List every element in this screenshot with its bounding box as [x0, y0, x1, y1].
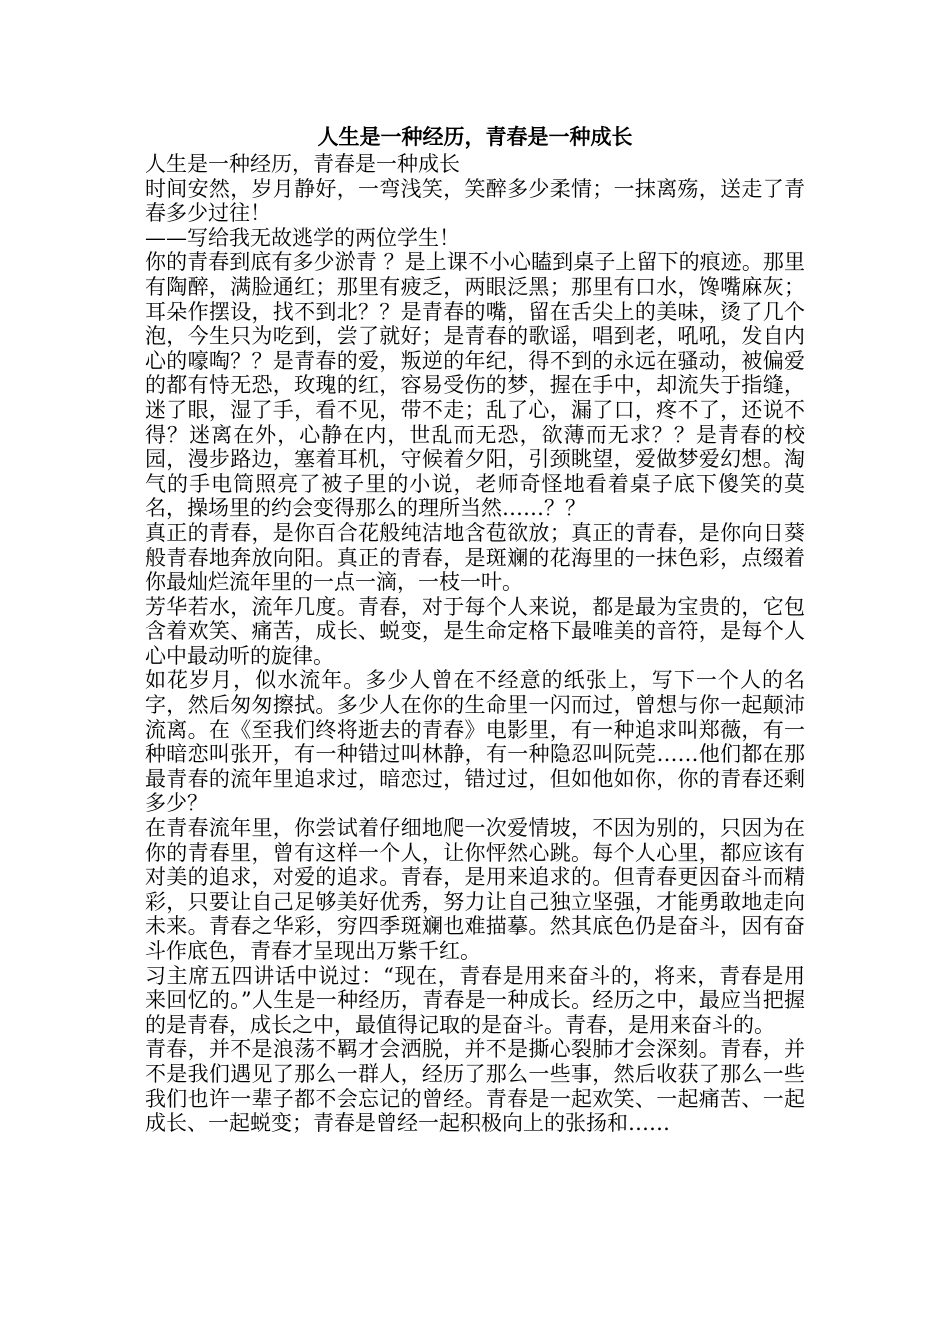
document-body	[145, 152, 805, 1136]
paragraph-subtitle: 人生是一种经历，青春是一种成长	[145, 152, 460, 176]
paragraph-ruhua: 如花岁月，似水流年。多少人曾在不经意的纸张上，写下一个人的名字，然后匆匆擦拭。多少人在你的生命里一闪而过，曾想与你一起颠沛流离。在《至我们终将逝去的青春》电影里，有一种追求叫郑薇，有一种暗恋叫张开，有一种错过叫林静，有一种隐忍叫阮莞……他们都在那最青春的流年里追求过，暗恋过，错过过，但如他如你，你的青春还剩多少？	[145, 668, 805, 816]
document-title: 人生是一种经历，青春是一种成长	[317, 124, 633, 149]
paragraph-love-slope: 在青春流年里，你尝试着仔细地爬一次爱情坡，不因为别的，只因为在你的青春里，曾有这样一个人，让你怦然心跳。每个人心里，都应该有对美的追求，对爱的追求。青春，是用来追求的。但青春更因奋斗而精彩，只要让自己足够美好优秀，努力让自己独立坚强，才能勇敢地走向未来。青春之华彩，穷四季斑斓也难描摹。然其底色仍是奋斗，因有奋斗作底色，青春才呈现出万紫千红。	[145, 816, 805, 963]
paragraph-fanghua: 芳华若水，流年几度。青春，对于每个人来说，都是最为宝贵的，它包含着欢笑、痛苦，成长、蜕变，是生命定格下最唯美的音符，是每个人心中最动听的旋律。	[145, 594, 805, 668]
paragraph-true-youth: 真正的青春，是你百合花般纯洁地含苞欲放；真正的青春，是你向日葵般青春地奔放向阳。真正的青春，是斑斓的花海里的一抹色彩，点缀着你最灿烂流年里的一点一滴，一枝一叶。	[145, 520, 805, 595]
paragraph-bruises: 你的青春到底有多少淤青 ？是上课不小心瞌到桌子上留下的痕迹。那里有陶醉，满脸通红；那里有疲乏，两眼泛黑；那里有口水，馋嘴麻灰；耳朵作摆设，找不到北？？是青春的嘴，留在舌尖上的美味，烫了几个泡，今生只为吃到，尝了就好；是青春的歌谣，唱到老，吼吼，发自内心的嚎啕？？是青春的爱，叛逆的年纪，得不到的永远在骚动，被偏爱的都有恃无恐，玫瑰的红，容易受伤的梦，握在手中，却流失于指缝，迷了眼，湿了手，看不见，带不走；乱了心，漏了口，疼不了，还说不得？迷离在外，心静在内，世乱而无恐，欲薄而无求？？是青春的校园，漫步路边，塞着耳机，守候着夕阳，引颈眺望，爱做梦爱幻想。淘气的手电筒照亮了被子里的小说，老师奇怪地看着桌子底下傻笑的莫名，操场里的约会变得那么的理所当然……？？	[145, 250, 805, 521]
paragraph-conclusion: 青春，并不是浪荡不羁才会洒脱，并不是撕心裂肺才会深刻。青春，并不是我们遇见了那么一群人，经历了那么一些事，然后收获了那么一些我们也许一辈子都不会忘记的曾经。青春是一起欢笑、一起痛苦、一起成长、一起蜕变；青春是曾经一起积极向上的张扬和……	[145, 1037, 805, 1136]
paragraph-quote: 习主席五四讲话中说过：“现在，青春是用来奋斗的，将来，青春是用来回忆的。”人生是一种经历，青春是一种成长。经历之中，最应当把握的是青春，成长之中，最值得记取的是奋斗。青春，是用来奋斗的。	[145, 963, 805, 1037]
paragraph-dedication: ——写给我无故逃学的两位学生！	[145, 225, 460, 250]
paragraph-intro: 时间安然，岁月静好，一弯浅笑，笑醉多少柔情；一抹离殇，送走了青春多少过往！	[145, 176, 805, 226]
